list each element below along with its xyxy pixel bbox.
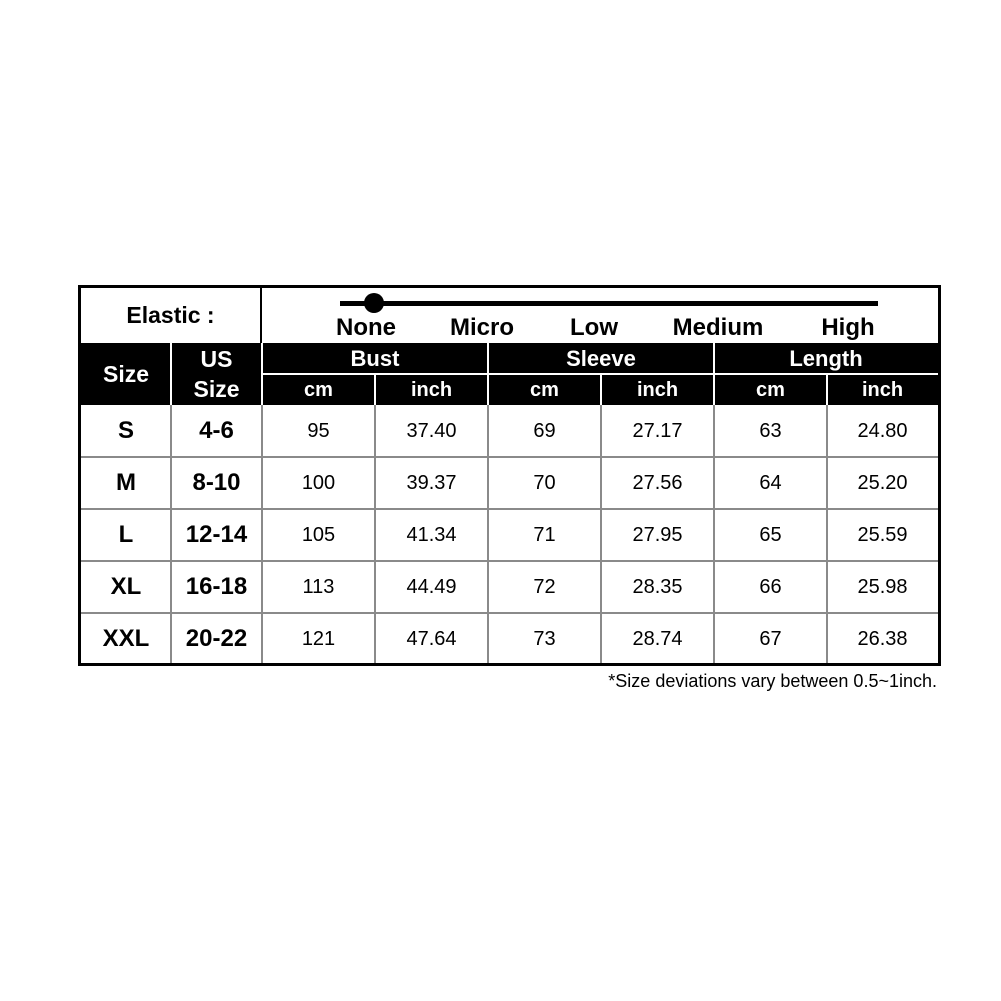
header-divider: [170, 343, 172, 405]
size-cell: L: [118, 521, 134, 548]
bust-inch-header: inch: [410, 378, 453, 401]
sleeve-inch-cell: 27.95: [632, 523, 683, 546]
bust-inch-cell: 37.40: [406, 419, 457, 442]
sleeve-inch-cell: 28.74: [632, 627, 683, 650]
bust-cm-cell: 113: [302, 575, 335, 598]
elastic-label: Elastic :: [81, 288, 262, 343]
column-divider: [600, 405, 602, 663]
column-divider: [826, 405, 828, 663]
header-divider: [600, 374, 602, 405]
size-header: Size: [102, 361, 150, 387]
length-header: Length: [789, 345, 863, 371]
sleeve-cm-cell: 70: [533, 471, 556, 494]
column-divider: [170, 405, 172, 663]
column-divider: [487, 405, 489, 663]
row-divider: [81, 508, 938, 510]
table-row: [81, 561, 938, 613]
bust-inch-cell: 39.37: [406, 471, 457, 494]
length-inch-cell: 25.98: [857, 575, 908, 598]
length-cm-cell: 67: [759, 627, 782, 650]
us-size-cell: 20-22: [185, 625, 248, 652]
table-header: [81, 343, 938, 405]
bust-cm-cell: 95: [307, 419, 330, 442]
table-row: [81, 405, 938, 457]
length-inch-header: inch: [861, 378, 904, 401]
column-divider: [374, 405, 376, 663]
size-deviation-note: *Size deviations vary between 0.5~1inch.: [608, 671, 937, 691]
sleeve-cm-cell: 72: [533, 575, 556, 598]
us-size-cell: 8-10: [192, 469, 241, 496]
elastic-scale-bar: [340, 301, 878, 306]
size-cell: XL: [110, 573, 142, 600]
sleeve-cm-cell: 69: [533, 419, 556, 442]
size-cell: XXL: [102, 625, 150, 652]
length-inch-cell: 25.59: [857, 523, 908, 546]
bust-inch-cell: 41.34: [406, 523, 457, 546]
elastic-level-high: High: [821, 314, 875, 341]
us-size-cell: 12-14: [185, 521, 248, 548]
length-inch-cell: 26.38: [857, 627, 908, 650]
us-size-header: [171, 343, 262, 405]
bust-cm-cell: 105: [301, 523, 336, 546]
us-size-header-line1: US: [200, 346, 233, 372]
bust-cm-cell: 121: [301, 627, 336, 650]
elastic-indicator: [364, 293, 384, 313]
table-body: [81, 405, 938, 663]
length-cm-cell: 63: [759, 419, 782, 442]
elastic-scale: [262, 288, 938, 343]
sleeve-cm-cell: 73: [533, 627, 556, 650]
sleeve-inch-cell: 28.35: [632, 575, 683, 598]
bust-inch-cell: 44.49: [406, 575, 457, 598]
bust-cm-header: cm: [304, 378, 333, 401]
column-divider: [261, 405, 263, 663]
column-divider: [713, 405, 715, 663]
elastic-level-none: None: [336, 314, 396, 341]
length-cm-cell: 65: [759, 523, 782, 546]
bust-inch-cell: 47.64: [406, 627, 457, 650]
us-size-cell: 4-6: [199, 417, 234, 444]
table-row: [81, 509, 938, 561]
size-cell: M: [116, 469, 136, 496]
elastic-level-medium: Medium: [672, 314, 764, 341]
header-divider: [374, 374, 376, 405]
bust-cm-cell: 100: [301, 471, 336, 494]
size-cell: S: [117, 417, 134, 444]
sleeve-cm-cell: 71: [533, 523, 556, 546]
header-divider: [826, 374, 828, 405]
sleeve-inch-cell: 27.17: [632, 419, 683, 442]
bust-header: Bust: [350, 345, 400, 371]
elastic-level-low: Low: [570, 314, 618, 341]
length-cm-header: cm: [756, 378, 785, 401]
header-divider: [262, 373, 938, 375]
length-inch-cell: 25.20: [857, 471, 908, 494]
length-cm-cell: 64: [759, 471, 782, 494]
elastic-level-micro: Micro: [449, 314, 515, 341]
length-inch-cell: 24.80: [857, 419, 908, 442]
us-size-header-line2: Size: [193, 376, 240, 402]
table-row: [81, 613, 938, 665]
row-divider: [81, 560, 938, 562]
row-divider: [81, 612, 938, 614]
sleeve-header: Sleeve: [566, 345, 636, 371]
row-divider: [81, 456, 938, 458]
length-cm-cell: 66: [759, 575, 782, 598]
sleeve-inch-cell: 27.56: [632, 471, 683, 494]
table-row: [81, 457, 938, 509]
sleeve-cm-header: cm: [530, 378, 559, 401]
size-chart: [78, 285, 941, 666]
sleeve-inch-header: inch: [636, 378, 679, 401]
us-size-cell: 16-18: [185, 573, 248, 600]
